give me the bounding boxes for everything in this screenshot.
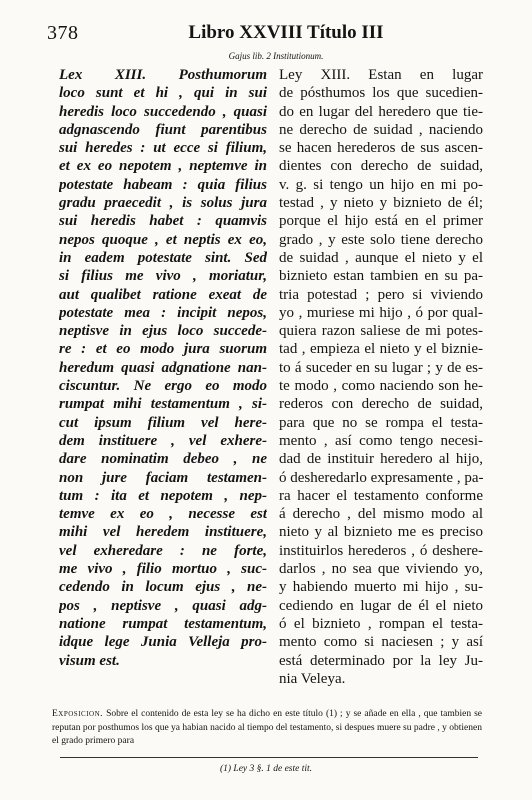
- text-line: cut ipsum filium vel here-: [59, 414, 267, 431]
- text-line: cediendo en lugar de él el nieto: [279, 597, 483, 614]
- exposicion-paragraph: [52, 708, 482, 749]
- exposicion-text: Sobre el contenido de esta ley se ha dicho en este título (1) ; y se añade en ella , que tambien se reputan por posthumos los que ya habian nacido al tiempo del testamento, si despues muere su padre , y obtienen el grado primero para: [52, 709, 483, 746]
- text-line: testad , y nieto y biznieto de él;: [279, 195, 483, 212]
- text-line: á derecho , del mismo modo al: [279, 506, 483, 523]
- text-line: tum : ita et nepotem , nep-: [59, 487, 267, 504]
- text-line: do en lugar del heredero que tie-: [279, 103, 483, 120]
- text-line: instituirlos herederos , ó deshere-: [279, 542, 483, 559]
- text-line: yo , muriese mi hijo , ó por qual-: [279, 304, 483, 321]
- text-line: tad , empieza el nieto y el biznie-: [279, 341, 483, 358]
- text-line: visum est.: [59, 652, 120, 669]
- text-line: mento como si naciesen ; y así: [279, 634, 483, 651]
- text-line: cedendo in locum ejus , ne-: [59, 579, 267, 596]
- text-line: dem instituere , vel exhere-: [59, 432, 267, 449]
- text-line: y habiendo muerto mi hijo , su-: [279, 579, 483, 596]
- text-line: et ex eo nepotem , neptemve in: [59, 158, 267, 175]
- text-line: neptisve in ejus loco succede-: [59, 323, 267, 340]
- text-line: heredis loco succedendo , quasi: [59, 103, 267, 120]
- text-line: potestate habeam : quia filius: [59, 176, 267, 193]
- text-line: nieto y al biznieto me es preciso: [279, 524, 483, 541]
- text-line: si filius me vivo , moriatur,: [59, 268, 267, 285]
- text-line: natione rumpat testamentum,: [59, 615, 267, 632]
- text-line: Ley XIII. Estan en lugar: [279, 67, 483, 83]
- text-line: heredum quasi adgnatione nan-: [59, 359, 267, 376]
- text-line: rederos con derecho de suidad,: [279, 396, 483, 413]
- spanish-column: [279, 66, 483, 688]
- text-line: biznieto estan tambien en su pa-: [279, 268, 483, 285]
- text-line: de suidad , aunque el nieto y el: [279, 249, 483, 266]
- text-line: aut qualibet ratione exeat de: [59, 286, 267, 303]
- text-line: temve ex eo , necesse est: [59, 506, 267, 523]
- text-line: ra hacer el testamento conforme: [279, 487, 483, 504]
- text-line: grado , y este solo tiene derecho: [279, 231, 483, 248]
- text-line: te modo , como naciendo son he-: [279, 378, 483, 395]
- text-line: dientes con derecho de suidad,: [279, 158, 483, 175]
- running-head: Libro XXVIII Título III: [188, 22, 384, 43]
- text-line: loco sunt et hi , qui in sui: [59, 85, 267, 102]
- text-line: ó desheredarlo expresamente , pa-: [279, 469, 483, 486]
- text-line: mento , así como tengo necesi-: [279, 432, 483, 449]
- text-line: de pósthumos los que sucedien-: [279, 85, 483, 102]
- text-line: vel exheredare : ne forte,: [59, 542, 267, 559]
- footnote: (1) Ley 3 §. 1 de este tit.: [219, 764, 313, 774]
- text-line: tria potestad ; pero si viviendo: [279, 286, 483, 303]
- text-line: está determinado por la ley Ju-: [279, 652, 483, 669]
- text-line: se hacen herederos de sus ascen-: [279, 140, 483, 157]
- text-line: porque el hijo está en el primer: [279, 213, 483, 230]
- text-line: non jure faciam testamen-: [59, 469, 267, 486]
- text-line: ó el biznieto , rompan el testa-: [279, 615, 483, 632]
- text-line: quiera razon saliese de mi potes-: [279, 323, 483, 340]
- text-line: gradu praecedit , is solus jura: [59, 195, 267, 212]
- text-line: Lex XIII. Posthumorum: [59, 67, 267, 83]
- exposicion-label: Exposicion.: [52, 709, 104, 719]
- text-line: sui heredes : ut ecce si filium,: [59, 140, 267, 157]
- text-line: para que no se rompa el testa-: [279, 414, 483, 431]
- text-line: ciscuntur. Ne ergo eo modo: [59, 378, 267, 395]
- text-line: rumpat mihi testamentum , si-: [59, 396, 267, 413]
- text-line: potestate mea : incipit nepos,: [59, 304, 267, 321]
- text-line: nepos quoque , et neptis ex eo,: [59, 231, 267, 248]
- text-line: adgnascendo fiunt parentibus: [59, 121, 267, 138]
- text-line: re : et eo modo jura suorum: [59, 341, 267, 358]
- text-line: sui heredis habet : quamvis: [59, 213, 267, 230]
- text-line: dad de instituir heredero al hijo,: [279, 451, 483, 468]
- text-line: v. g. si tengo un hijo en mi po-: [279, 176, 483, 193]
- text-line: to á suceder en su lugar ; y de es-: [279, 359, 483, 376]
- text-line: ne derecho de suidad , naciendo: [279, 121, 483, 138]
- latin-column: [59, 66, 267, 670]
- source-reference: Gajus lib. 2 Institutionum.: [228, 51, 324, 61]
- text-line: mihi vel heredem instituere,: [59, 524, 267, 541]
- text-line: in eadem potestate sint. Sed: [59, 249, 267, 266]
- text-line: nia Veleya.: [279, 670, 346, 687]
- text-line: pos , neptisve , quasi adg-: [59, 597, 267, 614]
- page-number: 378: [47, 22, 79, 44]
- footnote-rule: [60, 757, 478, 758]
- text-line: darlos , no sea que viviendo yo,: [279, 561, 483, 578]
- text-line: me vivo , filio mortuo , suc-: [59, 561, 267, 578]
- text-line: idque lege Junia Velleja pro-: [59, 634, 267, 651]
- text-line: dare nominatim debeo , ne: [59, 451, 267, 468]
